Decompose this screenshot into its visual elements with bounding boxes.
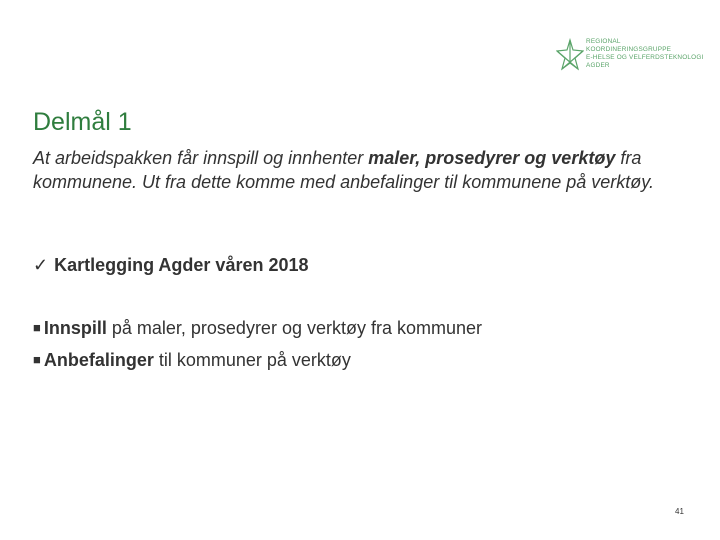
bullet-square-icon: ■: [33, 352, 41, 367]
bullet-square-icon: ■: [33, 320, 41, 335]
checklist-item-text: Kartlegging Agder våren 2018: [54, 255, 309, 275]
bullet-item-text: til kommuner på verktøy: [153, 350, 351, 370]
slide-title: Delmål 1: [33, 108, 132, 136]
logo-line-3: E-HELSE OG VELFERDSTEKNOLOGI: [586, 54, 704, 61]
intro-text-start: At arbeidspakken får innspill og innhenter: [33, 148, 369, 168]
intro-text-bold: maler, prosedyrer og verktøy: [368, 148, 616, 168]
page-number: 41: [675, 507, 684, 516]
bullet-item-bold: Innspill: [43, 318, 107, 338]
intro-text-end: fra kommunene. Ut fra dette komme med anbefalinger til kommunene på verktøy.: [33, 148, 654, 192]
intro-paragraph: [33, 146, 693, 194]
bullet-item-anbefalinger: [33, 350, 351, 371]
logo-line-4: AGDER: [586, 62, 610, 69]
checkmark-icon: ✓: [33, 255, 49, 275]
bullet-item-bold: Anbefalinger: [43, 350, 154, 370]
logo-text: [586, 38, 704, 70]
bullet-item-text: på maler, prosedyrer og verktøy fra kommuner: [106, 318, 482, 338]
checklist-item: [33, 255, 309, 276]
bullet-item-innspill: [33, 318, 482, 339]
logo-line-1: REGIONAL: [586, 38, 621, 45]
star-network-icon: [556, 38, 584, 74]
organization-logo: [556, 38, 704, 78]
logo-line-2: KOORDINERINGSGRUPPE: [586, 46, 672, 53]
